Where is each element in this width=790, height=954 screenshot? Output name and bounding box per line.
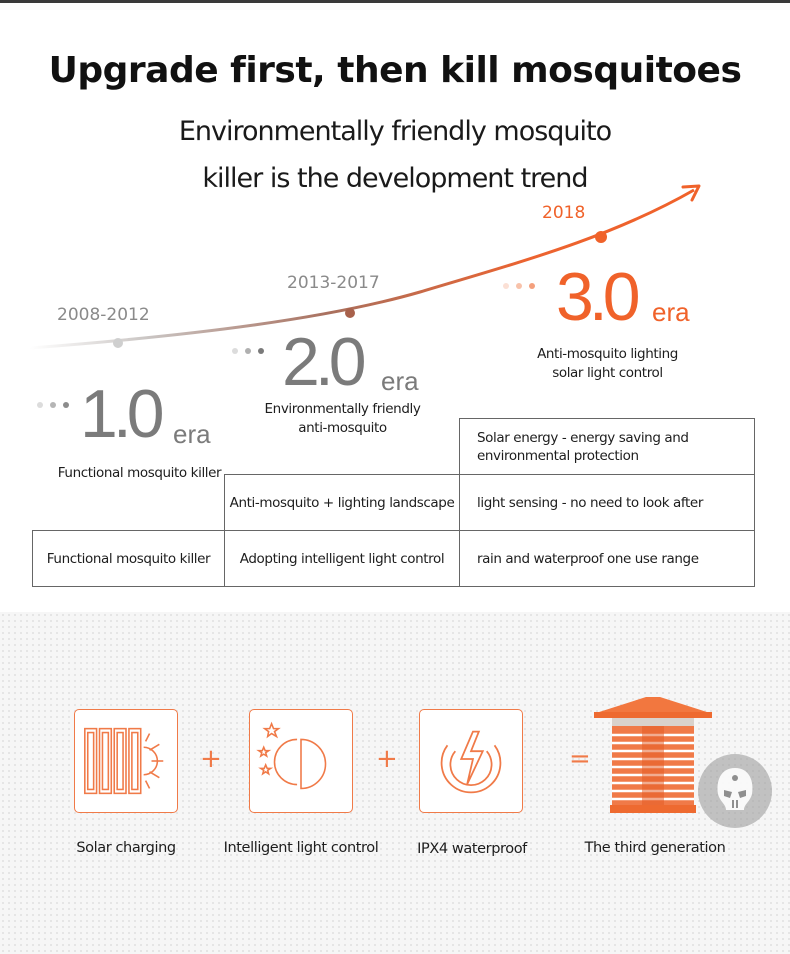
subtitle-line-1: Environmentally friendly mosquito	[178, 116, 612, 147]
table-cell-era1-functional: Functional mosquito killer	[32, 530, 225, 587]
top-divider	[0, 0, 790, 3]
era-2-dots	[232, 348, 264, 354]
third-generation-caption: The third generation	[584, 840, 726, 856]
era-1-years: 2008-2012	[57, 305, 150, 325]
era-1-word: era	[173, 419, 211, 449]
era-3-years: 2018	[542, 203, 586, 223]
table-cell-era3-light-sensing: light sensing - no need to look after	[459, 474, 755, 531]
waterproof-lightning-icon	[419, 709, 523, 813]
era-3-description: Anti-mosquito lighting solar light control	[537, 346, 678, 381]
solar-battery-icon	[74, 709, 178, 813]
era-2-number: 2.0	[282, 324, 362, 400]
table-cell-era2-lighting: Anti-mosquito + lighting landscape	[224, 474, 460, 531]
era-1-point	[113, 338, 123, 348]
era-1-dots	[37, 402, 69, 408]
waterproof-caption: IPX4 waterproof	[417, 841, 527, 857]
equals-operator: =	[569, 744, 591, 774]
plus-operator-2: +	[376, 744, 398, 774]
plus-operator-1: +	[200, 744, 222, 774]
era-2-years: 2013-2017	[287, 273, 380, 293]
table-cell-era3-solar: Solar energy - energy saving and environmental protection	[459, 418, 755, 475]
subtitle-line-2: killer is the development trend	[202, 163, 588, 194]
era-2-point	[345, 308, 355, 318]
table-cell-era2-light-control: Adopting intelligent light control	[224, 530, 460, 587]
era-2-word: era	[381, 366, 419, 396]
solar-charging-caption: Solar charging	[76, 840, 176, 856]
trend-curve	[0, 170, 790, 360]
moon-stars-icon	[249, 709, 353, 813]
skull-badge-icon	[698, 754, 772, 828]
era-2-description: Environmentally friendly anti-mosquito	[264, 401, 421, 436]
era-1-description: Functional mosquito killer	[57, 465, 222, 481]
era-3-point	[595, 231, 607, 243]
light-control-caption: Intelligent light control	[223, 840, 379, 856]
era-3-dots	[503, 283, 535, 289]
era-3-number: 3.0	[556, 259, 636, 335]
era-1-number: 1.0	[80, 376, 160, 452]
page-title: Upgrade first, then kill mosquitoes	[48, 50, 742, 91]
table-cell-era3-waterproof: rain and waterproof one use range	[459, 530, 755, 587]
era-3-word: era	[652, 297, 690, 327]
